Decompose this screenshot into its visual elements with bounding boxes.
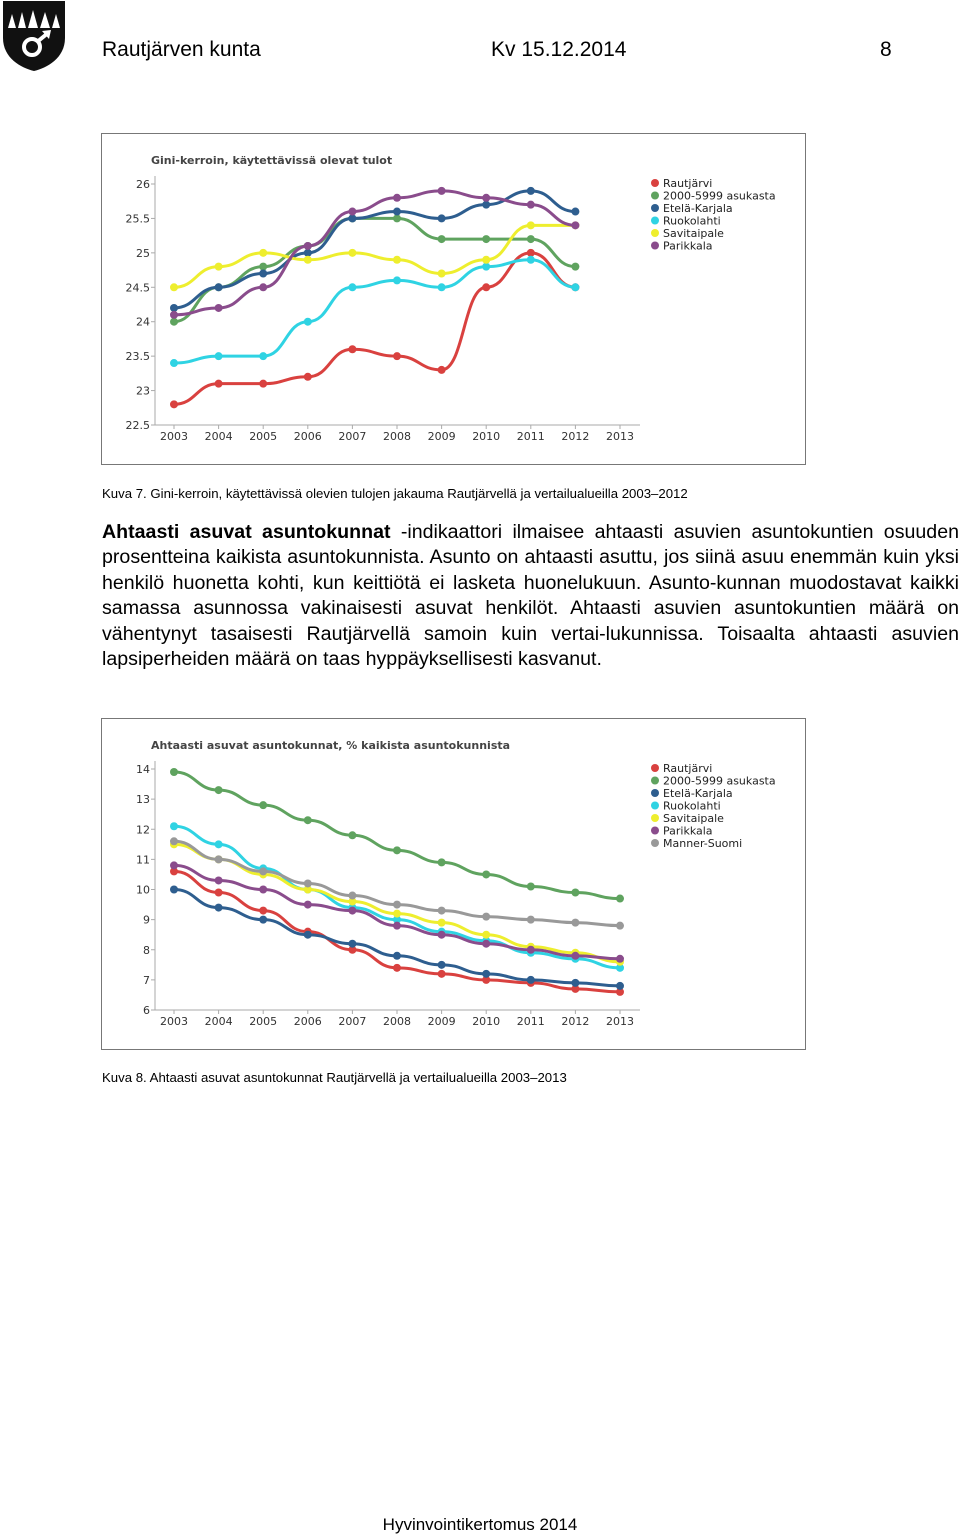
data-point <box>616 895 624 903</box>
data-point <box>438 214 446 222</box>
header-organization: Rautjärven kunta <box>102 38 261 61</box>
legend-label: Manner-Suomi <box>663 837 743 850</box>
legend-marker <box>651 192 659 200</box>
data-point <box>527 249 535 257</box>
data-point <box>571 208 579 216</box>
data-point <box>304 256 312 264</box>
data-point <box>304 318 312 326</box>
x-tick-label: 2008 <box>383 430 411 443</box>
legend-label: Ruokolahti <box>663 799 721 813</box>
data-point <box>571 889 579 897</box>
data-point <box>259 283 267 291</box>
legend-label: 2000-5999 asukasta <box>663 189 776 203</box>
data-point <box>438 270 446 278</box>
data-point <box>482 283 490 291</box>
legend-marker <box>651 204 659 212</box>
data-point <box>348 940 356 948</box>
legend-marker <box>651 802 659 810</box>
data-point <box>348 214 356 222</box>
data-point <box>215 263 223 271</box>
data-point <box>482 256 490 264</box>
data-point <box>170 318 178 326</box>
legend-label: Parikkala <box>663 239 713 253</box>
data-point <box>616 922 624 930</box>
data-point <box>393 276 401 284</box>
data-point <box>348 907 356 915</box>
data-point <box>571 952 579 960</box>
legend-marker <box>651 839 659 847</box>
data-point <box>527 946 535 954</box>
x-tick-label: 2005 <box>249 430 278 443</box>
data-point <box>170 283 178 291</box>
data-point <box>571 263 579 271</box>
y-tick-label: 7 <box>143 973 150 987</box>
y-tick-label: 14 <box>136 763 150 776</box>
data-point <box>215 855 223 863</box>
series-line-4 <box>174 225 575 287</box>
data-point <box>527 221 535 229</box>
data-point <box>348 831 356 839</box>
data-point <box>527 201 535 209</box>
data-point <box>438 235 446 243</box>
x-tick-label: 2003 <box>160 430 188 443</box>
x-tick-label: 2012 <box>561 1015 590 1028</box>
y-tick-label: 24 <box>136 315 150 329</box>
data-point <box>393 922 401 930</box>
series-line-2 <box>174 191 575 308</box>
x-tick-label: 2010 <box>472 430 501 443</box>
municipality-coat-of-arms-logo <box>2 0 66 72</box>
data-point <box>527 235 535 243</box>
x-tick-label: 2011 <box>516 1015 545 1028</box>
gini-chart <box>101 133 806 465</box>
data-point <box>571 979 579 987</box>
data-point <box>393 901 401 909</box>
data-point <box>571 919 579 927</box>
data-point <box>527 916 535 924</box>
x-tick-label: 2012 <box>561 430 590 443</box>
paragraph-lead: Ahtaasti asuvat asuntokunnat <box>102 521 391 543</box>
data-point <box>616 955 624 963</box>
series-line-1 <box>174 772 620 899</box>
legend-marker <box>651 777 659 785</box>
x-tick-label: 2013 <box>606 430 634 443</box>
page-footer: Hyvinvointikertomus 2014 <box>382 1515 578 1534</box>
x-tick-label: 2007 <box>338 1015 367 1028</box>
data-point <box>304 816 312 824</box>
data-point <box>170 861 178 869</box>
data-point <box>215 304 223 312</box>
data-point <box>571 283 579 291</box>
data-point <box>170 311 178 319</box>
legend-label: Savitaipale <box>663 812 724 825</box>
legend-marker <box>651 789 659 797</box>
data-point <box>393 964 401 972</box>
data-point <box>482 263 490 271</box>
data-point <box>259 263 267 271</box>
data-point <box>304 249 312 257</box>
data-point <box>215 876 223 884</box>
header-date: Kv 15.12.2014 <box>491 38 627 61</box>
legend-label: Etelä-Karjala <box>663 202 733 215</box>
legend-marker <box>651 242 659 250</box>
data-point <box>304 901 312 909</box>
data-point <box>215 904 223 912</box>
data-point <box>215 840 223 848</box>
legend-label: Rautjärvi <box>663 762 713 775</box>
legend-label: Ruokolahti <box>663 214 721 228</box>
legend-label: Parikkala <box>663 824 713 838</box>
data-point <box>259 801 267 809</box>
y-tick-label: 23 <box>136 384 150 398</box>
data-point <box>438 961 446 969</box>
data-point <box>170 359 178 367</box>
data-point <box>393 208 401 216</box>
data-point <box>259 907 267 915</box>
data-point <box>348 208 356 216</box>
data-point <box>527 882 535 890</box>
data-point <box>348 283 356 291</box>
data-point <box>259 886 267 894</box>
data-point <box>527 256 535 264</box>
legend-marker <box>651 827 659 835</box>
y-tick-label: 8 <box>143 943 150 957</box>
series-line-3 <box>174 260 575 363</box>
data-point <box>170 400 178 408</box>
y-tick-label: 12 <box>136 823 150 837</box>
data-point <box>304 242 312 250</box>
series-line-0 <box>174 253 575 404</box>
data-point <box>259 380 267 388</box>
data-point <box>482 201 490 209</box>
data-point <box>170 768 178 776</box>
y-tick-label: 10 <box>136 883 150 897</box>
legend-label: Savitaipale <box>663 227 724 240</box>
data-point <box>482 913 490 921</box>
legend-marker <box>651 764 659 772</box>
data-point <box>215 283 223 291</box>
legend-marker <box>651 814 659 822</box>
x-tick-label: 2003 <box>160 1015 188 1028</box>
legend-marker <box>651 179 659 187</box>
data-point <box>215 380 223 388</box>
data-point <box>482 931 490 939</box>
chart-title: Gini-kerroin, käytettävissä olevat tulot <box>151 154 393 167</box>
paragraph-text: -indikaattori ilmaisee ahtaasti asuvien asuntokuntien osuuden prosentteina kaikista asuntokunnista. Asunto on ahtaasti asuttu, jos siinä asuu enemmän kuin yksi henkilö huonetta kohti, kun keittiötä ei lasketa huonelukuun. Asunto-kunnan muodostavat kaikki samassa asunnossa vakinaisesti asuvat henkilöt. Ahtaasti asuvien asuntokuntien määrä on vähentynyt tasaisesti Rautjärvellä samoin kuin vertai-lukunnissa. Toisaalta ahtaasti asuvien lapsiperheiden määrä on taas hyppäyksellisesti kasvanut. <box>102 521 959 671</box>
data-point <box>393 846 401 854</box>
legend-label: 2000-5999 asukasta <box>663 774 776 788</box>
legend-marker <box>651 217 659 225</box>
y-tick-label: 25.5 <box>125 212 150 226</box>
data-point <box>438 366 446 374</box>
data-point <box>348 249 356 257</box>
y-tick-label: 11 <box>136 853 150 867</box>
data-point <box>304 879 312 887</box>
x-tick-label: 2009 <box>427 1015 456 1028</box>
data-point <box>438 283 446 291</box>
x-tick-label: 2011 <box>516 430 545 443</box>
crowded-housing-chart <box>101 718 806 1050</box>
series-line-5 <box>174 191 575 315</box>
data-point <box>304 931 312 939</box>
legend-label: Etelä-Karjala <box>663 787 733 800</box>
data-point <box>438 858 446 866</box>
data-point <box>482 940 490 948</box>
x-tick-label: 2004 <box>204 430 233 443</box>
data-point <box>348 345 356 353</box>
y-tick-label: 22.5 <box>125 419 150 432</box>
y-tick-label: 6 <box>143 1004 150 1017</box>
data-point <box>348 892 356 900</box>
data-point <box>170 822 178 830</box>
x-tick-label: 2009 <box>427 430 456 443</box>
data-point <box>527 187 535 195</box>
data-point <box>259 270 267 278</box>
y-tick-label: 25 <box>136 246 150 260</box>
x-tick-label: 2005 <box>249 1015 278 1028</box>
data-point <box>393 952 401 960</box>
data-point <box>259 249 267 257</box>
y-tick-label: 26 <box>136 178 150 191</box>
x-tick-label: 2007 <box>338 430 367 443</box>
data-point <box>170 837 178 845</box>
data-point <box>393 256 401 264</box>
x-tick-label: 2006 <box>293 1015 322 1028</box>
data-point <box>259 352 267 360</box>
x-tick-label: 2010 <box>472 1015 501 1028</box>
data-point <box>438 931 446 939</box>
x-tick-label: 2006 <box>293 430 322 443</box>
data-point <box>393 214 401 222</box>
body-paragraph <box>102 520 959 672</box>
data-point <box>482 194 490 202</box>
x-tick-label: 2013 <box>606 1015 634 1028</box>
data-point <box>393 352 401 360</box>
legend-marker <box>651 229 659 237</box>
data-point <box>438 919 446 927</box>
figure-caption-7: Kuva 7. Gini-kerroin, käytettävissä olevien tulojen jakauma Rautjärvellä ja vertailualueilla 2003–2012 <box>102 486 688 501</box>
y-tick-label: 23.5 <box>125 350 150 364</box>
header-page-number: 8 <box>880 38 892 61</box>
data-point <box>393 910 401 918</box>
data-point <box>259 867 267 875</box>
data-point <box>482 970 490 978</box>
data-point <box>170 304 178 312</box>
data-point <box>170 886 178 894</box>
data-point <box>482 870 490 878</box>
data-point <box>571 221 579 229</box>
data-point <box>215 786 223 794</box>
legend-label: Rautjärvi <box>663 177 713 190</box>
data-point <box>438 907 446 915</box>
data-point <box>215 889 223 897</box>
data-point <box>527 976 535 984</box>
figure-caption-8: Kuva 8. Ahtaasti asuvat asuntokunnat Rautjärvellä ja vertailualueilla 2003–2013 <box>102 1070 567 1085</box>
data-point <box>616 982 624 990</box>
data-point <box>482 235 490 243</box>
y-tick-label: 24.5 <box>125 281 150 295</box>
data-point <box>304 373 312 381</box>
data-point <box>393 194 401 202</box>
data-point <box>438 187 446 195</box>
chart-title: Ahtaasti asuvat asuntokunnat, % kaikista asuntokunnista <box>151 739 511 752</box>
data-point <box>438 970 446 978</box>
data-point <box>259 916 267 924</box>
x-tick-label: 2008 <box>383 1015 411 1028</box>
y-tick-label: 9 <box>143 913 150 927</box>
x-tick-label: 2004 <box>204 1015 233 1028</box>
data-point <box>215 352 223 360</box>
y-tick-label: 13 <box>136 793 150 807</box>
